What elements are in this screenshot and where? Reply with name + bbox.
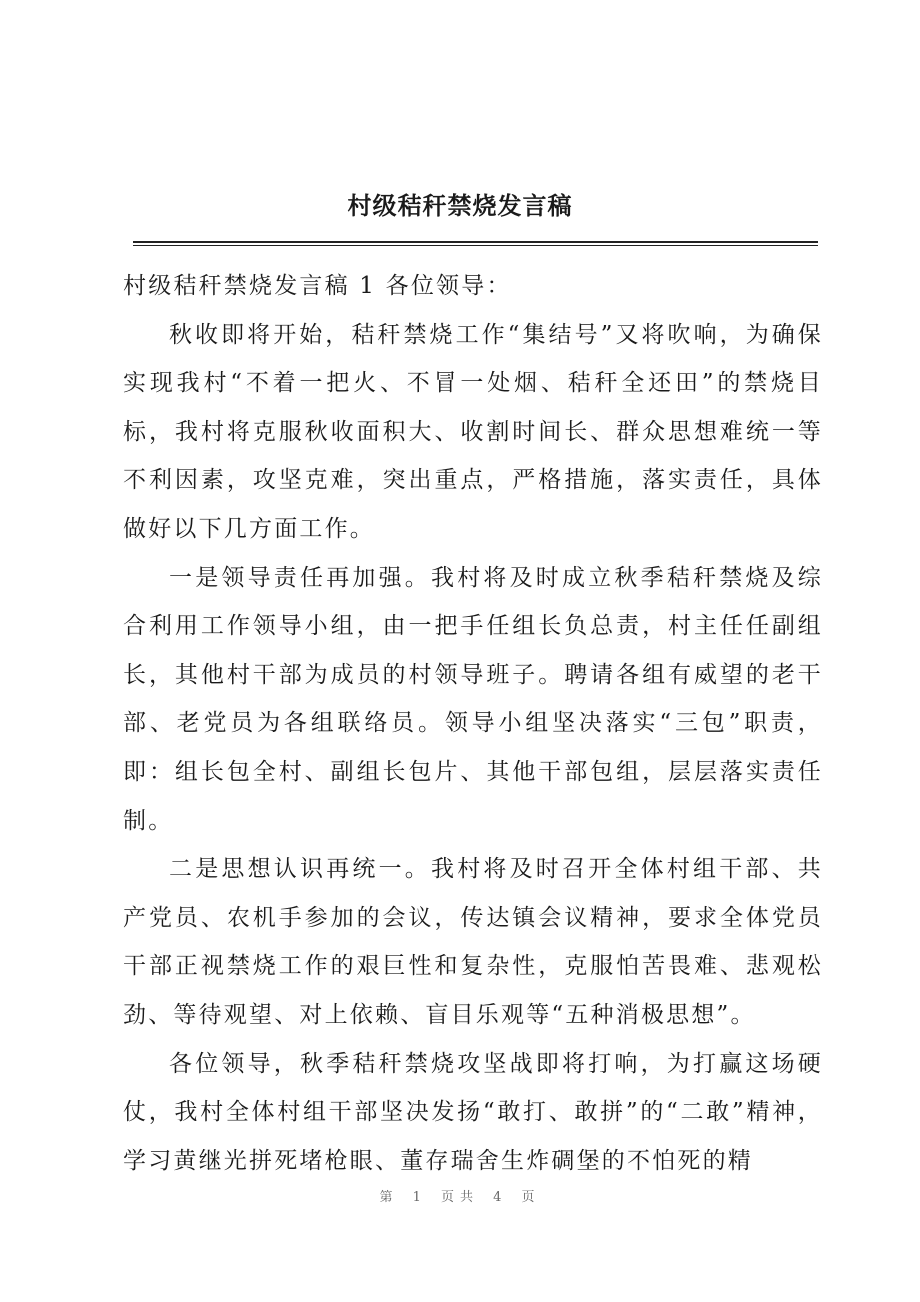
document-body <box>123 262 823 1185</box>
opening-line: 村级秸秆禁烧发言稿 1 各位领导： <box>123 273 512 299</box>
document-title: 村级秸秆禁烧发言稿 <box>347 191 573 220</box>
page-number: 第 1 页共 4 页 <box>379 1190 541 1205</box>
paragraph-leadership: 一是领导责任再加强。我村将及时成立秋季秸秆禁烧及综合利用工作领导小组，由一把手任组长负总责，村主任任副组长，其他村干部为成员的村领导班子。聘请各组有威望的老干部、老党员为各组联络员。领导小组坚决落实“三包”职责，即：组长包全村、副组长包片、其他干部包组，层层落实责任制。 <box>123 564 823 834</box>
title-divider-thick <box>133 241 818 243</box>
paragraph-closing: 各位领导，秋季秸秆禁烧攻坚战即将打响，为打赢这场硬仗，我村全体村组干部坚决发扬“敢打、敢拼”的“二敢”精神，学习黄继光拼死堵枪眼、董存瑞舍生炸碉堡的不怕死的精 <box>123 1050 823 1174</box>
title-divider-thin <box>133 245 818 246</box>
paragraph-intro: 秋收即将开始，秸秆禁烧工作“集结号”又将吹响，为确保实现我村“不着一把火、不冒一处烟、秸秆全还田”的禁烧目标，我村将克服秋收面积大、收割时间长、群众思想难统一等不利因素，攻坚克难，突出重点，严格措施，落实责任，具体做好以下几方面工作。 <box>123 321 823 542</box>
paragraph-ideology: 二是思想认识再统一。我村将及时召开全体村组干部、共产党员、农机手参加的会议，传达镇会议精神，要求全体党员干部正视禁烧工作的艰巨性和复杂性，克服怕苦畏难、悲观松劲、等待观望、对上依赖、盲目乐观等“五种消极思想”。 <box>123 856 823 1028</box>
